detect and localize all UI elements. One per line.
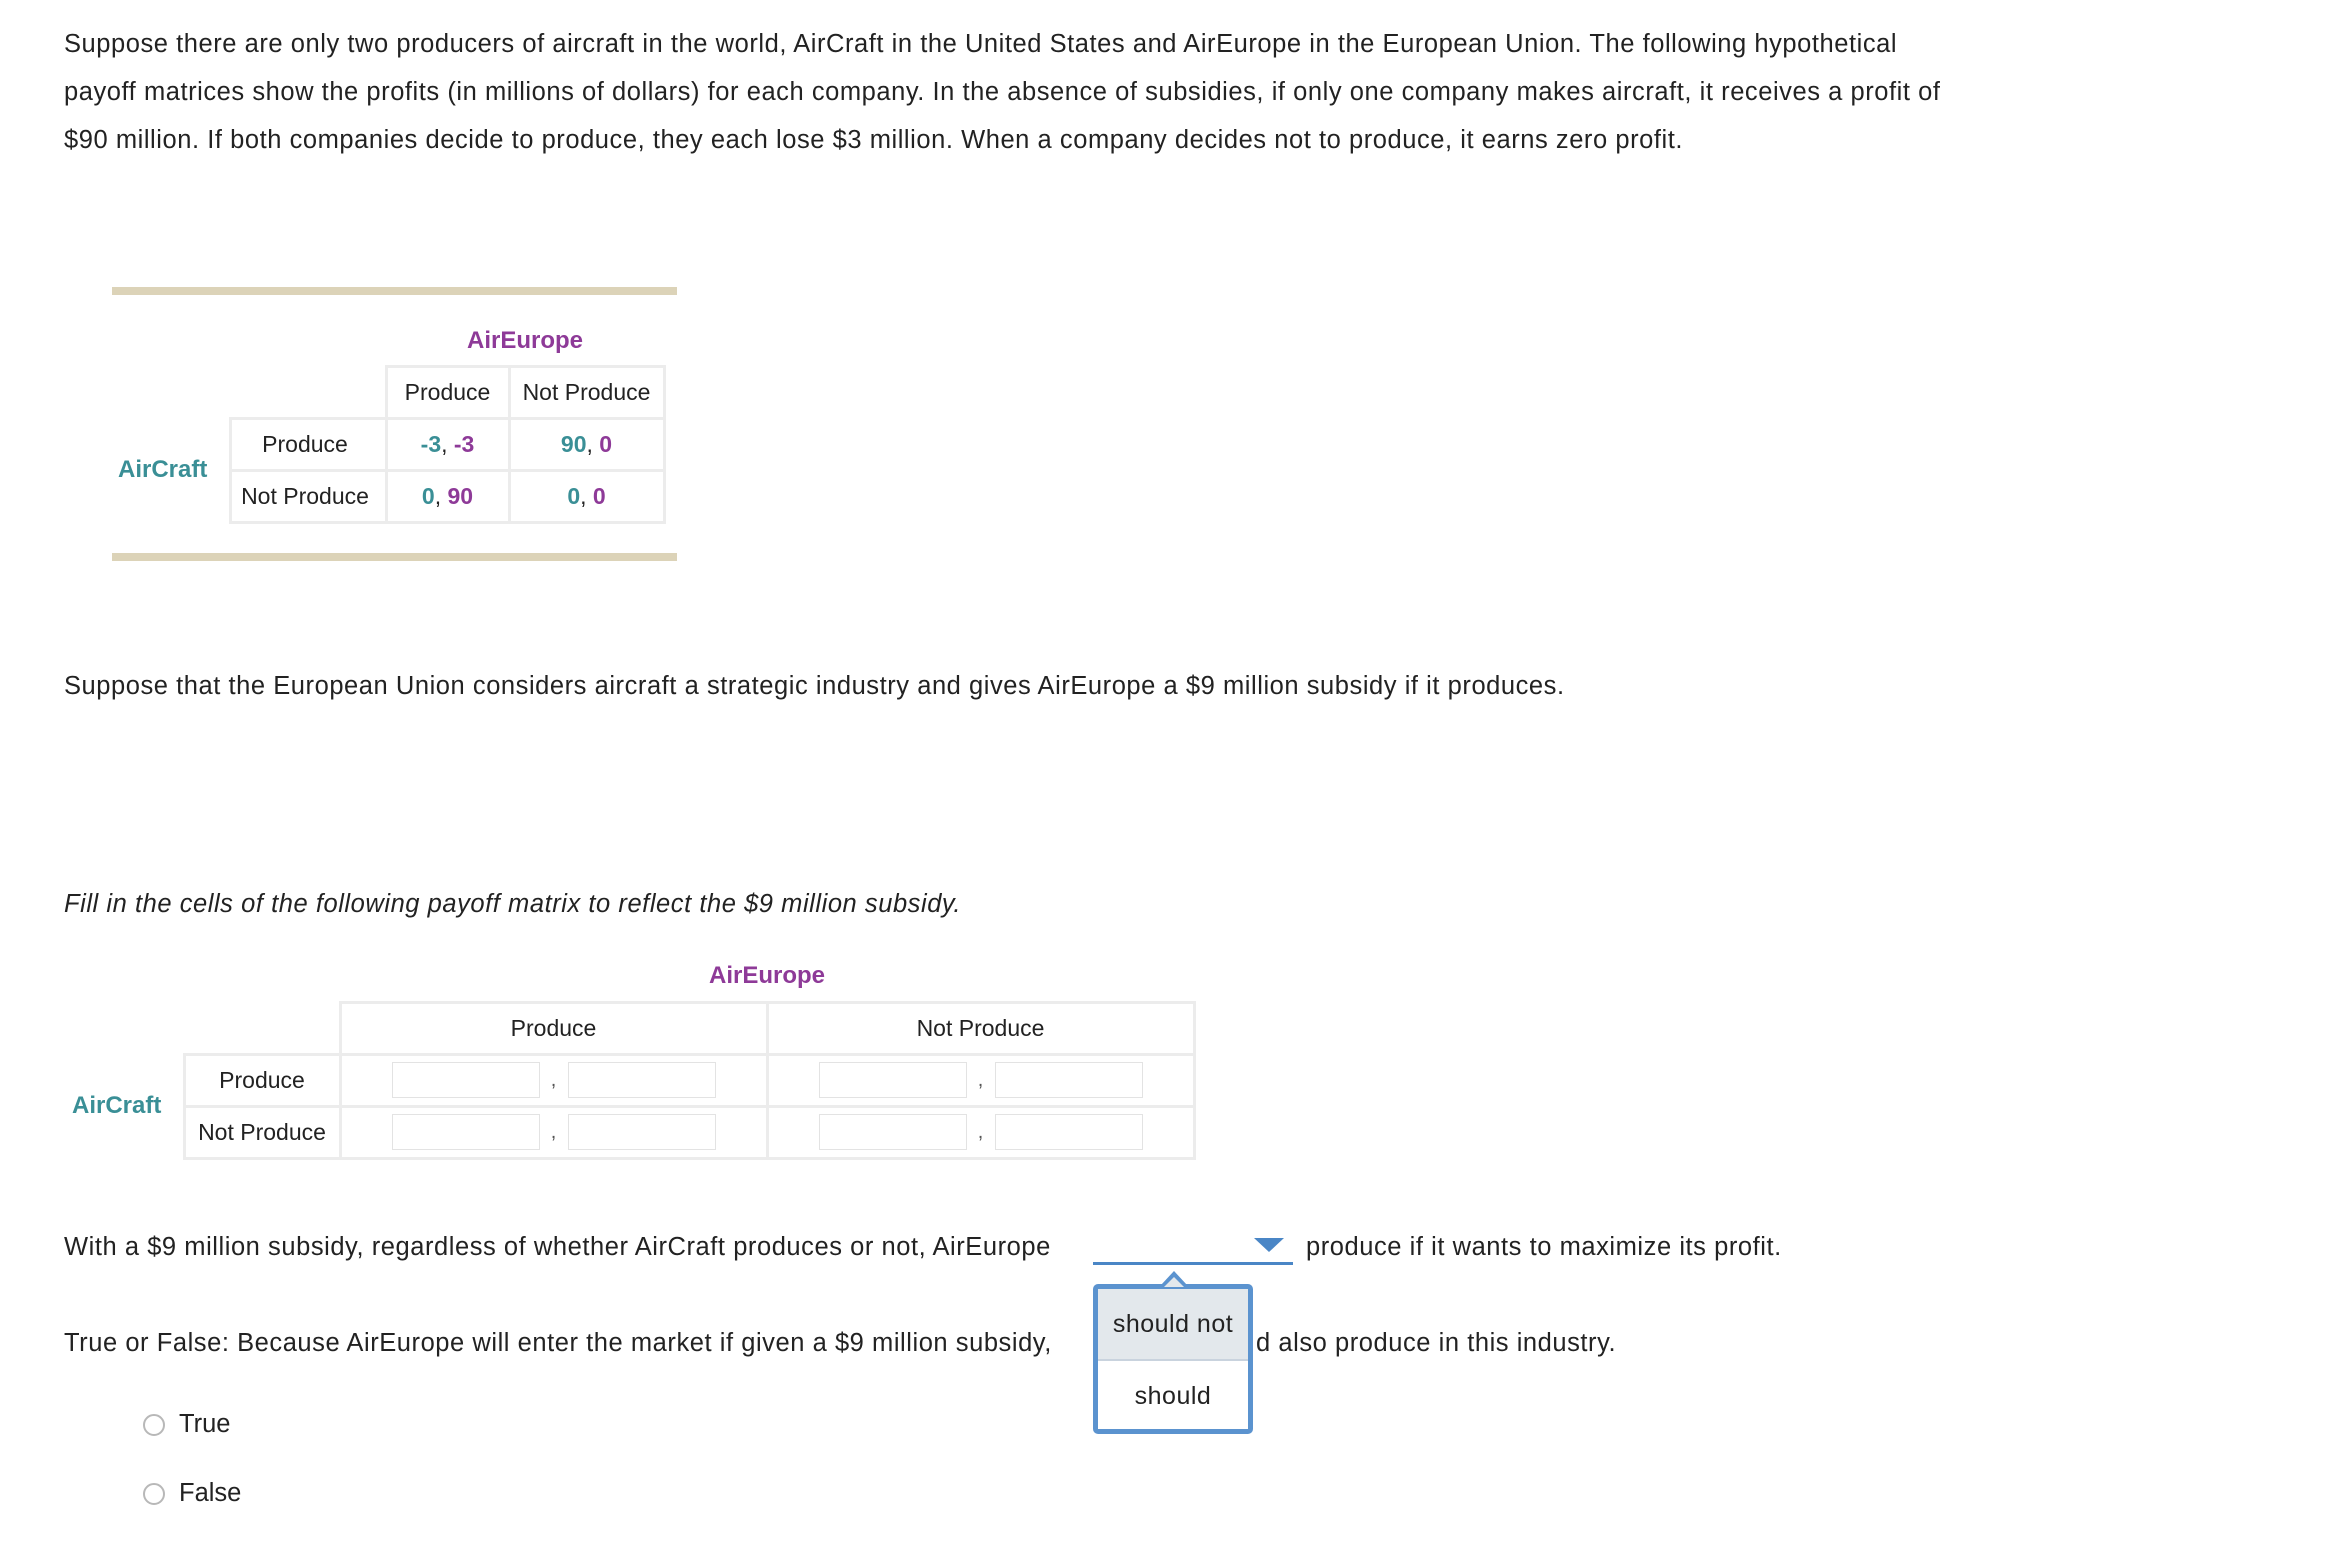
aireurope-payoff-input[interactable] xyxy=(568,1114,716,1150)
question-1-text: With a $9 million subsidy, regardless of whether AirCraft produces or not, AirEurope xyxy=(64,1233,1051,1261)
payoff-cell: 90, 0 xyxy=(509,418,664,470)
payoff-input-cell: , xyxy=(767,1106,1194,1158)
radio-circle-icon[interactable] xyxy=(143,1414,165,1436)
chevron-down-icon[interactable] xyxy=(1254,1238,1284,1252)
col-player-label: AirEurope xyxy=(466,327,583,355)
aircraft-payoff-input[interactable] xyxy=(819,1062,967,1098)
col-player-label: AirEurope xyxy=(708,962,825,990)
row-header-not-produce: Not Produce xyxy=(184,1106,340,1158)
col-header-produce: Produce xyxy=(340,1002,767,1054)
radio-label: False xyxy=(179,1479,242,1507)
answer-dropdown[interactable] xyxy=(1093,1262,1293,1265)
aircraft-payoff-input[interactable] xyxy=(392,1062,540,1098)
radio-option-true[interactable] xyxy=(143,1404,231,1444)
radio-label: True xyxy=(179,1410,231,1438)
col-header-produce: Produce xyxy=(386,366,509,418)
payoff-cell: 0, 90 xyxy=(386,470,509,522)
table-top-rule xyxy=(112,287,677,295)
row-header-not-produce: Not Produce xyxy=(230,470,386,522)
fill-instruction: Fill in the cells of the following payoff matrix to reflect the $9 million subsidy. xyxy=(64,890,961,918)
table-bottom-rule xyxy=(112,553,677,561)
row-header-produce: Produce xyxy=(230,418,386,470)
dropdown-caret-fill xyxy=(1164,1277,1184,1287)
question-1-suffix: produce if it wants to maximize its profit. xyxy=(1306,1233,1782,1261)
row-player-label: AirCraft xyxy=(118,456,208,483)
radio-circle-icon[interactable] xyxy=(143,1483,165,1505)
question-2-text: True or False: Because AirEurope will enter the market if given a $9 million subsidy, xyxy=(64,1329,1052,1357)
subsidy-paragraph: Suppose that the European Union considers aircraft a strategic industry and gives AirEurope a $9 million subsidy if it produces. xyxy=(64,672,1565,700)
payoff-input-cell: , xyxy=(340,1106,767,1158)
intro-paragraph: Suppose there are only two producers of aircraft in the world, AirCraft in the United States and AirEurope in the European Union. The following hypothetical payoff matrices show the profits (in millions of dollars) for each company. In the absence of subsidies, if only one company makes aircraft, it receives a profit of $90 million. If both companies decide to produce, they each lose $3 million. When a company decides not to produce, it earns zero profit. xyxy=(64,30,1941,154)
dropdown-menu xyxy=(1093,1284,1253,1434)
aircraft-payoff-input[interactable] xyxy=(392,1114,540,1150)
aireurope-payoff-input[interactable] xyxy=(995,1114,1143,1150)
payoff-input-cell: , xyxy=(767,1054,1194,1106)
question-2-suffix: d also produce in this industry. xyxy=(1256,1329,1617,1357)
radio-option-false[interactable] xyxy=(143,1473,241,1513)
row-player-label: AirCraft xyxy=(72,1092,162,1119)
aircraft-payoff-input[interactable] xyxy=(819,1114,967,1150)
row-header-produce: Produce xyxy=(184,1054,340,1106)
payoff-matrix-subsidy xyxy=(72,952,1196,1160)
option-should-not[interactable]: should not xyxy=(1098,1289,1248,1361)
col-header-not-produce: Not Produce xyxy=(767,1002,1194,1054)
aireurope-payoff-input[interactable] xyxy=(568,1062,716,1098)
payoff-matrix-original xyxy=(118,318,666,524)
option-should[interactable]: should xyxy=(1134,1382,1212,1410)
col-header-not-produce: Not Produce xyxy=(509,366,664,418)
payoff-input-cell: , xyxy=(340,1054,767,1106)
aireurope-payoff-input[interactable] xyxy=(995,1062,1143,1098)
payoff-cell: -3, -3 xyxy=(386,418,509,470)
payoff-cell: 0, 0 xyxy=(509,470,664,522)
